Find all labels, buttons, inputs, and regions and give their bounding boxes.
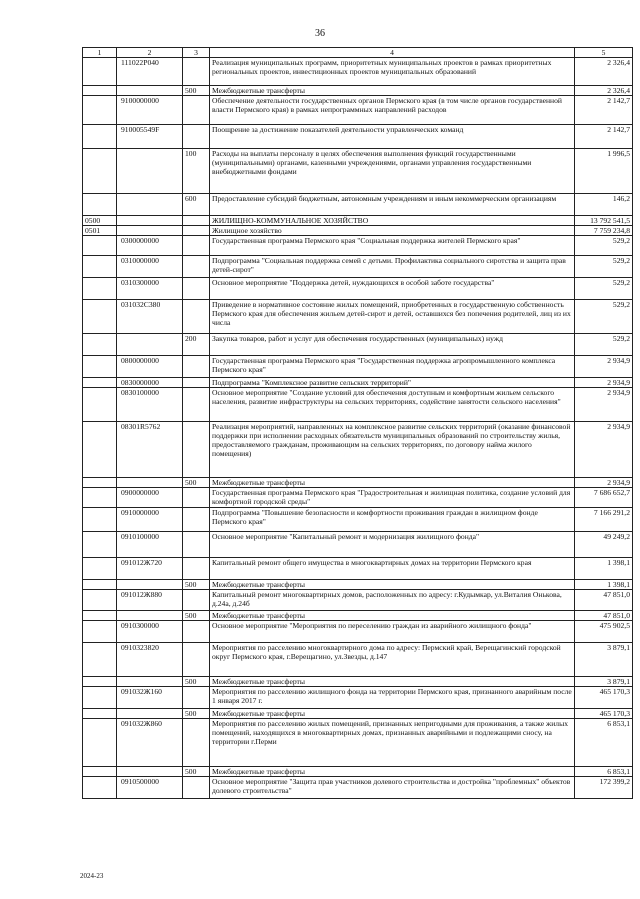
- section-code-cell: [83, 334, 117, 356]
- description-cell: Межбюджетные трансферты: [210, 767, 575, 777]
- section-code-cell: [83, 256, 117, 278]
- target-code-cell: [117, 677, 183, 687]
- target-code-cell: [117, 767, 183, 777]
- section-code-cell: 0500: [83, 216, 117, 226]
- description-cell: Подпрограмма "Повышение безопасности и комфортности проживания граждан в жилищном фонде Пермского края": [210, 508, 575, 532]
- amount-cell: 2 142,7: [575, 125, 633, 149]
- section-code-cell: [83, 590, 117, 611]
- section-code-cell: [83, 558, 117, 580]
- description-cell: Основное мероприятие "Поддержка детей, нуждающихся в особой заботе государства": [210, 278, 575, 300]
- amount-cell: 49 249,2: [575, 532, 633, 558]
- description-cell: Расходы на выплаты персоналу в целях обеспечения выполнения функций государственными (муниципальными) органами, казенными учреждениями, органами управления государственными внебюджетными фондами: [210, 149, 575, 194]
- table-row: [83, 558, 633, 580]
- header-col-5: 5: [575, 48, 633, 58]
- section-code-cell: [83, 580, 117, 590]
- amount-cell: 146,2: [575, 194, 633, 216]
- table-row: [83, 621, 633, 643]
- target-code-cell: 0900000000: [117, 488, 183, 508]
- table-row: [83, 125, 633, 149]
- expense-type-cell: 500: [183, 767, 210, 777]
- amount-cell: 529,2: [575, 256, 633, 278]
- expense-type-cell: [183, 216, 210, 226]
- description-cell: Поощрение за достижение показателей деятельности управленческих команд: [210, 125, 575, 149]
- amount-cell: 7 166 291,2: [575, 508, 633, 532]
- amount-cell: 2 934,9: [575, 378, 633, 388]
- section-code-cell: [83, 611, 117, 621]
- expense-type-cell: [183, 356, 210, 378]
- description-cell: Межбюджетные трансферты: [210, 86, 575, 96]
- section-code-cell: [83, 96, 117, 125]
- target-code-cell: [117, 611, 183, 621]
- section-code-cell: 0501: [83, 226, 117, 236]
- target-code-cell: 091032Ж860: [117, 719, 183, 767]
- section-code-cell: [83, 194, 117, 216]
- amount-cell: 7 686 652,7: [575, 488, 633, 508]
- expense-type-cell: [183, 687, 210, 709]
- target-code-cell: 111022P040: [117, 58, 183, 86]
- target-code-cell: 0830100000: [117, 388, 183, 422]
- amount-cell: 47 851,0: [575, 590, 633, 611]
- amount-cell: 475 902,5: [575, 621, 633, 643]
- target-code-cell: [117, 580, 183, 590]
- table-row: [83, 719, 633, 767]
- description-cell: Капитальный ремонт многоквартирных домов, расположенных по адресу: г.Кудымкар, ул.Виталия Онькова, д.24а, д.24б: [210, 590, 575, 611]
- amount-cell: 465 170,3: [575, 709, 633, 719]
- table-row: [83, 643, 633, 677]
- footer-code: 2024-23: [80, 872, 104, 880]
- section-code-cell: [83, 388, 117, 422]
- table-row: [83, 278, 633, 300]
- description-cell: Мероприятия по расселению жилых помещений, признанных непригодными для проживания, а также жилых помещений, находящихся в многоквартирных домах, признанных аварийными и подлежащими сносу, на территории г.Перми: [210, 719, 575, 767]
- amount-cell: 7 759 234,8: [575, 226, 633, 236]
- amount-cell: 2 934,9: [575, 356, 633, 378]
- section-code-cell: [83, 149, 117, 194]
- amount-cell: 2 934,9: [575, 478, 633, 488]
- section-code-cell: [83, 767, 117, 777]
- section-code-cell: [83, 300, 117, 334]
- expense-type-cell: [183, 278, 210, 300]
- amount-cell: 529,2: [575, 278, 633, 300]
- table-row: [83, 478, 633, 488]
- description-cell: Межбюджетные трансферты: [210, 580, 575, 590]
- target-code-cell: [117, 334, 183, 356]
- target-code-cell: 0910500000: [117, 777, 183, 799]
- table-row: [83, 709, 633, 719]
- amount-cell: 529,2: [575, 334, 633, 356]
- table-row: [83, 590, 633, 611]
- expense-type-cell: [183, 256, 210, 278]
- amount-cell: 1 996,5: [575, 149, 633, 194]
- amount-cell: 3 879,1: [575, 677, 633, 687]
- section-code-cell: [83, 478, 117, 488]
- table-row: [83, 226, 633, 236]
- expense-type-cell: [183, 236, 210, 256]
- target-code-cell: [117, 478, 183, 488]
- description-cell: Закупка товаров, работ и услуг для обеспечения государственных (муниципальных) нужд: [210, 334, 575, 356]
- description-cell: Реализация муниципальных программ, приоритетных муниципальных проектов в рамках приоритетных региональных проектов, инвестиционных проектов муниципальных образований: [210, 58, 575, 86]
- table-row: [83, 532, 633, 558]
- table-row: [83, 58, 633, 86]
- expense-type-cell: [183, 488, 210, 508]
- table-row: [83, 356, 633, 378]
- expense-type-cell: [183, 532, 210, 558]
- expense-type-cell: [183, 777, 210, 799]
- amount-cell: 47 851,0: [575, 611, 633, 621]
- table-row: [83, 86, 633, 96]
- amount-cell: 2 934,9: [575, 388, 633, 422]
- target-code-cell: 0300000000: [117, 236, 183, 256]
- target-code-cell: [117, 226, 183, 236]
- table-row: [83, 300, 633, 334]
- section-code-cell: [83, 422, 117, 478]
- table-row: [83, 388, 633, 422]
- description-cell: Основное мероприятие "Мероприятия по переселению граждан из аварийного жилищного фонда": [210, 621, 575, 643]
- expense-type-cell: [183, 508, 210, 532]
- amount-cell: 529,2: [575, 236, 633, 256]
- expense-type-cell: [183, 590, 210, 611]
- section-code-cell: [83, 777, 117, 799]
- description-cell: Государственная программа Пермского края "Градостроительная и жилищная политика, создание условий для комфортной городской среды": [210, 488, 575, 508]
- table-row: [83, 611, 633, 621]
- section-code-cell: [83, 378, 117, 388]
- section-code-cell: [83, 532, 117, 558]
- header-col-3: 3: [183, 48, 210, 58]
- table-row: [83, 677, 633, 687]
- description-cell: Обеспечение деятельности государственных органов Пермского края (в том числе органов государственной власти Пермского края) в рамках непрограммных направлений расходов: [210, 96, 575, 125]
- description-cell: Приведение в нормативное состояние жилых помещений, приобретенных в государственную собственность Пермского края для обеспечения жильем детей-сирот и детей, оставшихся без попечения родителей, лиц из их числа: [210, 300, 575, 334]
- table-row: [83, 236, 633, 256]
- amount-cell: 465 170,3: [575, 687, 633, 709]
- table-row: [83, 378, 633, 388]
- amount-cell: 6 853,1: [575, 767, 633, 777]
- description-cell: Капитальный ремонт общего имущества в многоквартирных домах на территории Пермского края: [210, 558, 575, 580]
- expense-type-cell: 500: [183, 709, 210, 719]
- section-code-cell: [83, 488, 117, 508]
- target-code-cell: [117, 709, 183, 719]
- amount-cell: 6 853,1: [575, 719, 633, 767]
- description-cell: Основное мероприятие "Защита прав участников долевого строительства и достройка "проблемных" объектов долевого строительства": [210, 777, 575, 799]
- expense-type-cell: 500: [183, 677, 210, 687]
- table-row: [83, 194, 633, 216]
- header-col-4: 4: [210, 48, 575, 58]
- target-code-cell: 0830000000: [117, 378, 183, 388]
- target-code-cell: 0310000000: [117, 256, 183, 278]
- expense-type-cell: [183, 300, 210, 334]
- header-col-1: 1: [83, 48, 117, 58]
- description-cell: Межбюджетные трансферты: [210, 611, 575, 621]
- description-cell: Мероприятия по расселению жилищного фонда на территории Пермского края, признанного аварийным после 1 января 2017 г.: [210, 687, 575, 709]
- expense-type-cell: [183, 558, 210, 580]
- target-code-cell: [117, 194, 183, 216]
- description-cell: Межбюджетные трансферты: [210, 478, 575, 488]
- target-code-cell: 0800000000: [117, 356, 183, 378]
- target-code-cell: 091032Ж160: [117, 687, 183, 709]
- section-code-cell: [83, 719, 117, 767]
- description-cell: Мероприятия по расселению многоквартирного дома по адресу: Пермский край, Верещагинский городской округ Пермского края, г.Верещагино, ул.Звезды, д.147: [210, 643, 575, 677]
- section-code-cell: [83, 58, 117, 86]
- header-col-2: 2: [117, 48, 183, 58]
- target-code-cell: 0910300000: [117, 621, 183, 643]
- table-row: [83, 256, 633, 278]
- expense-type-cell: [183, 422, 210, 478]
- expense-type-cell: 500: [183, 86, 210, 96]
- section-code-cell: [83, 508, 117, 532]
- expense-type-cell: 100: [183, 149, 210, 194]
- section-code-cell: [83, 643, 117, 677]
- budget-table: [82, 47, 633, 799]
- table-row: [83, 334, 633, 356]
- description-cell: Реализация мероприятий, направленных на комплексное развитие сельских территорий (оказание финансовой поддержки при исполнении расходных обязательств муниципальных образований по строительству жилья, предоставляемого гражданам, проживающим на сельских территориях, по договору найма жилого помещения): [210, 422, 575, 478]
- expense-type-cell: 200: [183, 334, 210, 356]
- amount-cell: 1 398,1: [575, 580, 633, 590]
- target-code-cell: 031032С380: [117, 300, 183, 334]
- table-row: [83, 508, 633, 532]
- amount-cell: 3 879,1: [575, 643, 633, 677]
- expense-type-cell: [183, 388, 210, 422]
- target-code-cell: 910005549F: [117, 125, 183, 149]
- description-cell: Подпрограмма "Комплексное развитие сельских территорий": [210, 378, 575, 388]
- expense-type-cell: [183, 643, 210, 677]
- table-row: [83, 580, 633, 590]
- expense-type-cell: [183, 58, 210, 86]
- page-number: 36: [315, 28, 325, 39]
- target-code-cell: 091012Ж720: [117, 558, 183, 580]
- section-code-cell: [83, 356, 117, 378]
- section-code-cell: [83, 621, 117, 643]
- target-code-cell: [117, 149, 183, 194]
- section-code-cell: [83, 125, 117, 149]
- table-row: [83, 96, 633, 125]
- expense-type-cell: [183, 96, 210, 125]
- amount-cell: 13 792 541,5: [575, 216, 633, 226]
- target-code-cell: 091012Ж880: [117, 590, 183, 611]
- amount-cell: 2 326,4: [575, 58, 633, 86]
- description-cell: Предоставление субсидий бюджетным, автономным учреждениям и иным некоммерческим организациям: [210, 194, 575, 216]
- target-code-cell: [117, 86, 183, 96]
- description-cell: Государственная программа Пермского края "Государственная поддержка агропромышленного комплекса Пермского края": [210, 356, 575, 378]
- amount-cell: 2 142,7: [575, 96, 633, 125]
- table-row: [83, 687, 633, 709]
- target-code-cell: 0910323820: [117, 643, 183, 677]
- expense-type-cell: [183, 378, 210, 388]
- expense-type-cell: 500: [183, 611, 210, 621]
- description-cell: Межбюджетные трансферты: [210, 677, 575, 687]
- description-cell: Подпрограмма "Социальная поддержка семей с детьми. Профилактика социального сиротства и защита прав детей-сирот": [210, 256, 575, 278]
- target-code-cell: [117, 216, 183, 226]
- section-code-cell: [83, 236, 117, 256]
- section-code-cell: [83, 677, 117, 687]
- table-row: [83, 767, 633, 777]
- target-code-cell: 9100000000: [117, 96, 183, 125]
- section-code-cell: [83, 86, 117, 96]
- section-code-cell: [83, 278, 117, 300]
- target-code-cell: 0910100000: [117, 532, 183, 558]
- description-cell: Основное мероприятие "Создание условий для обеспечения доступным и комфортным жильем сельского населения, развитие инфраструктуры на сельских территориях, содействие занятости сельского населения": [210, 388, 575, 422]
- section-code-cell: [83, 687, 117, 709]
- description-cell: Государственная программа Пермского края "Социальная поддержка жителей Пермского края": [210, 236, 575, 256]
- target-code-cell: 0310300000: [117, 278, 183, 300]
- table-row: [83, 216, 633, 226]
- expense-type-cell: [183, 125, 210, 149]
- description-cell: Основное мероприятие "Капитальный ремонт и модернизация жилищного фонда": [210, 532, 575, 558]
- target-code-cell: 0910000000: [117, 508, 183, 532]
- description-cell: ЖИЛИЩНО-КОММУНАЛЬНОЕ ХОЗЯЙСТВО: [210, 216, 575, 226]
- description-cell: Межбюджетные трансферты: [210, 709, 575, 719]
- amount-cell: 2 934,9: [575, 422, 633, 478]
- amount-cell: 529,2: [575, 300, 633, 334]
- section-code-cell: [83, 709, 117, 719]
- expense-type-cell: [183, 226, 210, 236]
- amount-cell: 172 399,2: [575, 777, 633, 799]
- amount-cell: 2 326,4: [575, 86, 633, 96]
- table-row: [83, 422, 633, 478]
- table-row: [83, 777, 633, 799]
- table-row: [83, 149, 633, 194]
- expense-type-cell: 500: [183, 478, 210, 488]
- description-cell: Жилищное хозяйство: [210, 226, 575, 236]
- amount-cell: 1 398,1: [575, 558, 633, 580]
- table-row: [83, 488, 633, 508]
- expense-type-cell: 500: [183, 580, 210, 590]
- expense-type-cell: 600: [183, 194, 210, 216]
- table-body: [83, 58, 633, 799]
- expense-type-cell: [183, 719, 210, 767]
- expense-type-cell: [183, 621, 210, 643]
- header-row: [83, 48, 633, 58]
- target-code-cell: 08301R5762: [117, 422, 183, 478]
